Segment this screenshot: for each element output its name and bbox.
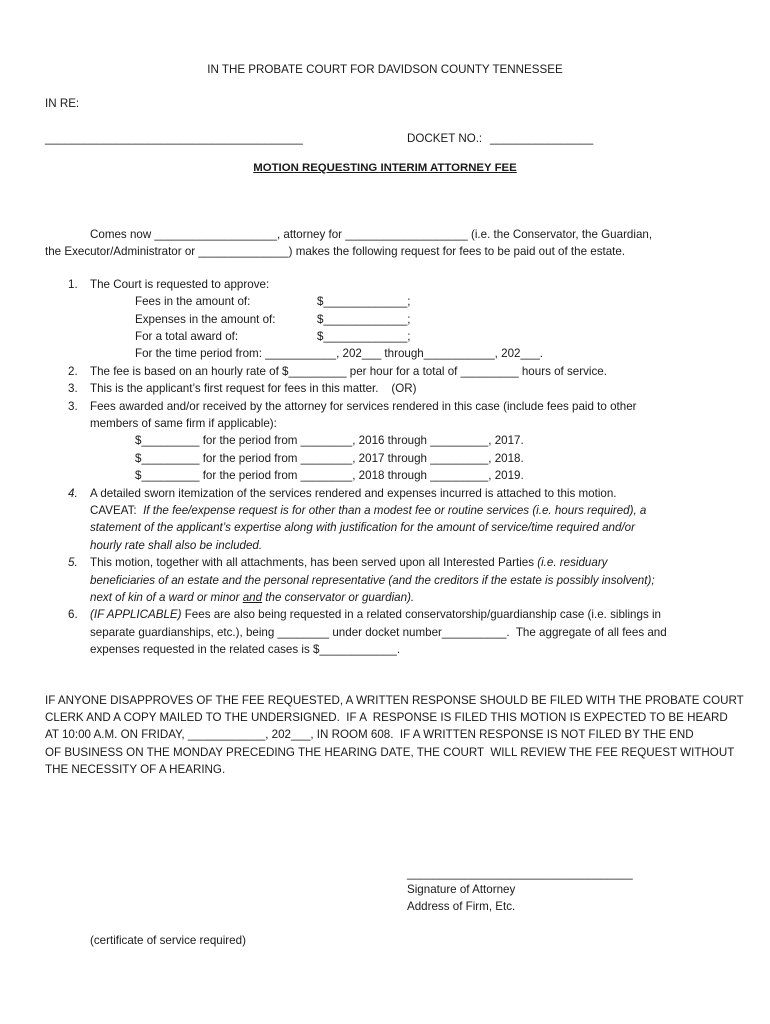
notice-line-1: IF ANYONE DISAPPROVES OF THE FEE REQUESTED, A WRITTEN RESPONSE SHOULD BE FILED WITH THE PROBATE COURT <box>45 694 744 707</box>
item-6-line-1 <box>90 607 661 622</box>
item-3a-text: This is the applicant’s first request for fees in this matter. (OR) <box>90 382 417 395</box>
item-4-line-3: statement of the applicant’s expertise along with justification for the amount of service/time required and/or <box>90 521 635 534</box>
fees-label: Fees in the amount of: <box>135 295 251 308</box>
time-period: For the time period from: ___________, 202___ through___________, 202___. <box>135 347 544 360</box>
item-6-text: Fees are also being requested in a related conservatorship/guardianship case (i.e. siblings in <box>181 608 661 621</box>
caveat-text: If the fee/expense request is for other than a modest fee or routine services (i.e. hours required), a <box>143 504 647 517</box>
item-2-text: The fee is based on an hourly rate of $_________ per hour for a total of _________ hours of service. <box>90 365 607 378</box>
if-applicable-label: (IF APPLICABLE) <box>90 608 182 621</box>
item-5-text: This motion, together with all attachments, has been served upon all Interested Parties <box>90 556 538 569</box>
item-5-number: 5. <box>68 556 78 569</box>
item-3a-number: 3. <box>68 382 78 395</box>
fee-period-row-2: $_________ for the period from ________, 2017 through _________, 2018. <box>135 452 524 465</box>
item-5-line-2: beneficiaries of an estate and the personal representative (and the creditors if the estate is possibly insolvent); <box>90 574 655 587</box>
docket-blank: ________________ <box>490 132 594 145</box>
notice-line-5: THE NECESSITY OF A HEARING. <box>45 763 226 776</box>
case-name-blank: ________________________________________ <box>45 132 303 145</box>
item-2-number: 2. <box>68 365 78 378</box>
item-3b-line-1: Fees awarded and/or received by the attorney for services rendered in this case (include fees paid to other <box>90 400 637 413</box>
item-6-number: 6. <box>68 608 78 621</box>
certificate-note: (certificate of service required) <box>90 934 246 947</box>
item-5-line-3 <box>90 590 414 605</box>
intro-line-1: Comes now ___________________, attorney for ___________________ (i.e. the Conservator, the Guardian, <box>90 228 653 241</box>
item-4-line-4: hourly rate shall also be included. <box>90 539 263 552</box>
item-4-number: 4. <box>68 487 78 500</box>
caveat-label: CAVEAT: <box>90 504 137 517</box>
firm-address-label: Address of Firm, Etc. <box>407 900 516 913</box>
fee-period-row-1: $_________ for the period from ________, 2016 through _________, 2017. <box>135 434 524 447</box>
motion-title: MOTION REQUESTING INTERIM ATTORNEY FEE <box>253 162 517 174</box>
item-5-italic: (i.e. residuary <box>537 556 608 569</box>
item-5-line-3a: next of kin of a ward or minor <box>90 591 243 604</box>
item-5-line-1 <box>90 555 607 570</box>
expenses-label: Expenses in the amount of: <box>135 313 276 326</box>
fees-value: $_____________; <box>317 295 411 308</box>
notice-line-2: CLERK AND A COPY MAILED TO THE UNDERSIGNED. IF A RESPONSE IS FILED THIS MOTION IS EXPECTED TO BE HEARD <box>45 711 728 724</box>
item-4-line-2 <box>90 503 646 518</box>
item-6-line-3: expenses requested in the related cases is $____________. <box>90 643 401 656</box>
in-re-label: IN RE: <box>45 97 80 110</box>
item-6-line-2: separate guardianships, etc.), being ________ under docket number__________. The aggregate of all fees and <box>90 626 667 639</box>
item-3b-number: 3. <box>68 400 78 413</box>
item-5-and: and <box>242 591 263 604</box>
total-value: $_____________; <box>317 330 411 343</box>
notice-line-4: OF BUSINESS ON THE MONDAY PRECEDING THE HEARING DATE, THE COURT WILL REVIEW THE FEE REQUEST WITHOUT <box>45 746 735 759</box>
docket-label: DOCKET NO.: <box>407 132 483 145</box>
total-label: For a total award of: <box>135 330 239 343</box>
signature-label: Signature of Attorney <box>407 883 516 896</box>
item-3b-line-2: members of same firm if applicable): <box>90 417 277 430</box>
expenses-value: $_____________; <box>317 313 411 326</box>
court-heading: IN THE PROBATE COURT FOR DAVIDSON COUNTY TENNESSEE <box>207 63 563 76</box>
notice-line-3: AT 10:00 A.M. ON FRIDAY, ____________, 202___, IN ROOM 608. IF A WRITTEN RESPONSE IS NOT FILED BY THE END <box>45 728 694 741</box>
item-4-line-1: A detailed sworn itemization of the services rendered and expenses incurred is attached to this motion. <box>90 487 617 500</box>
item-1-text: The Court is requested to approve: <box>90 278 270 291</box>
signature-line: ___________________________________ <box>407 867 633 880</box>
item-1-number: 1. <box>68 278 78 291</box>
item-5-line-3b: the conservator or guardian). <box>262 591 415 604</box>
fee-period-row-3: $_________ for the period from ________, 2018 through _________, 2019. <box>135 469 524 482</box>
intro-line-2: the Executor/Administrator or ______________) makes the following request for fees to be paid out of the estate. <box>45 245 626 258</box>
